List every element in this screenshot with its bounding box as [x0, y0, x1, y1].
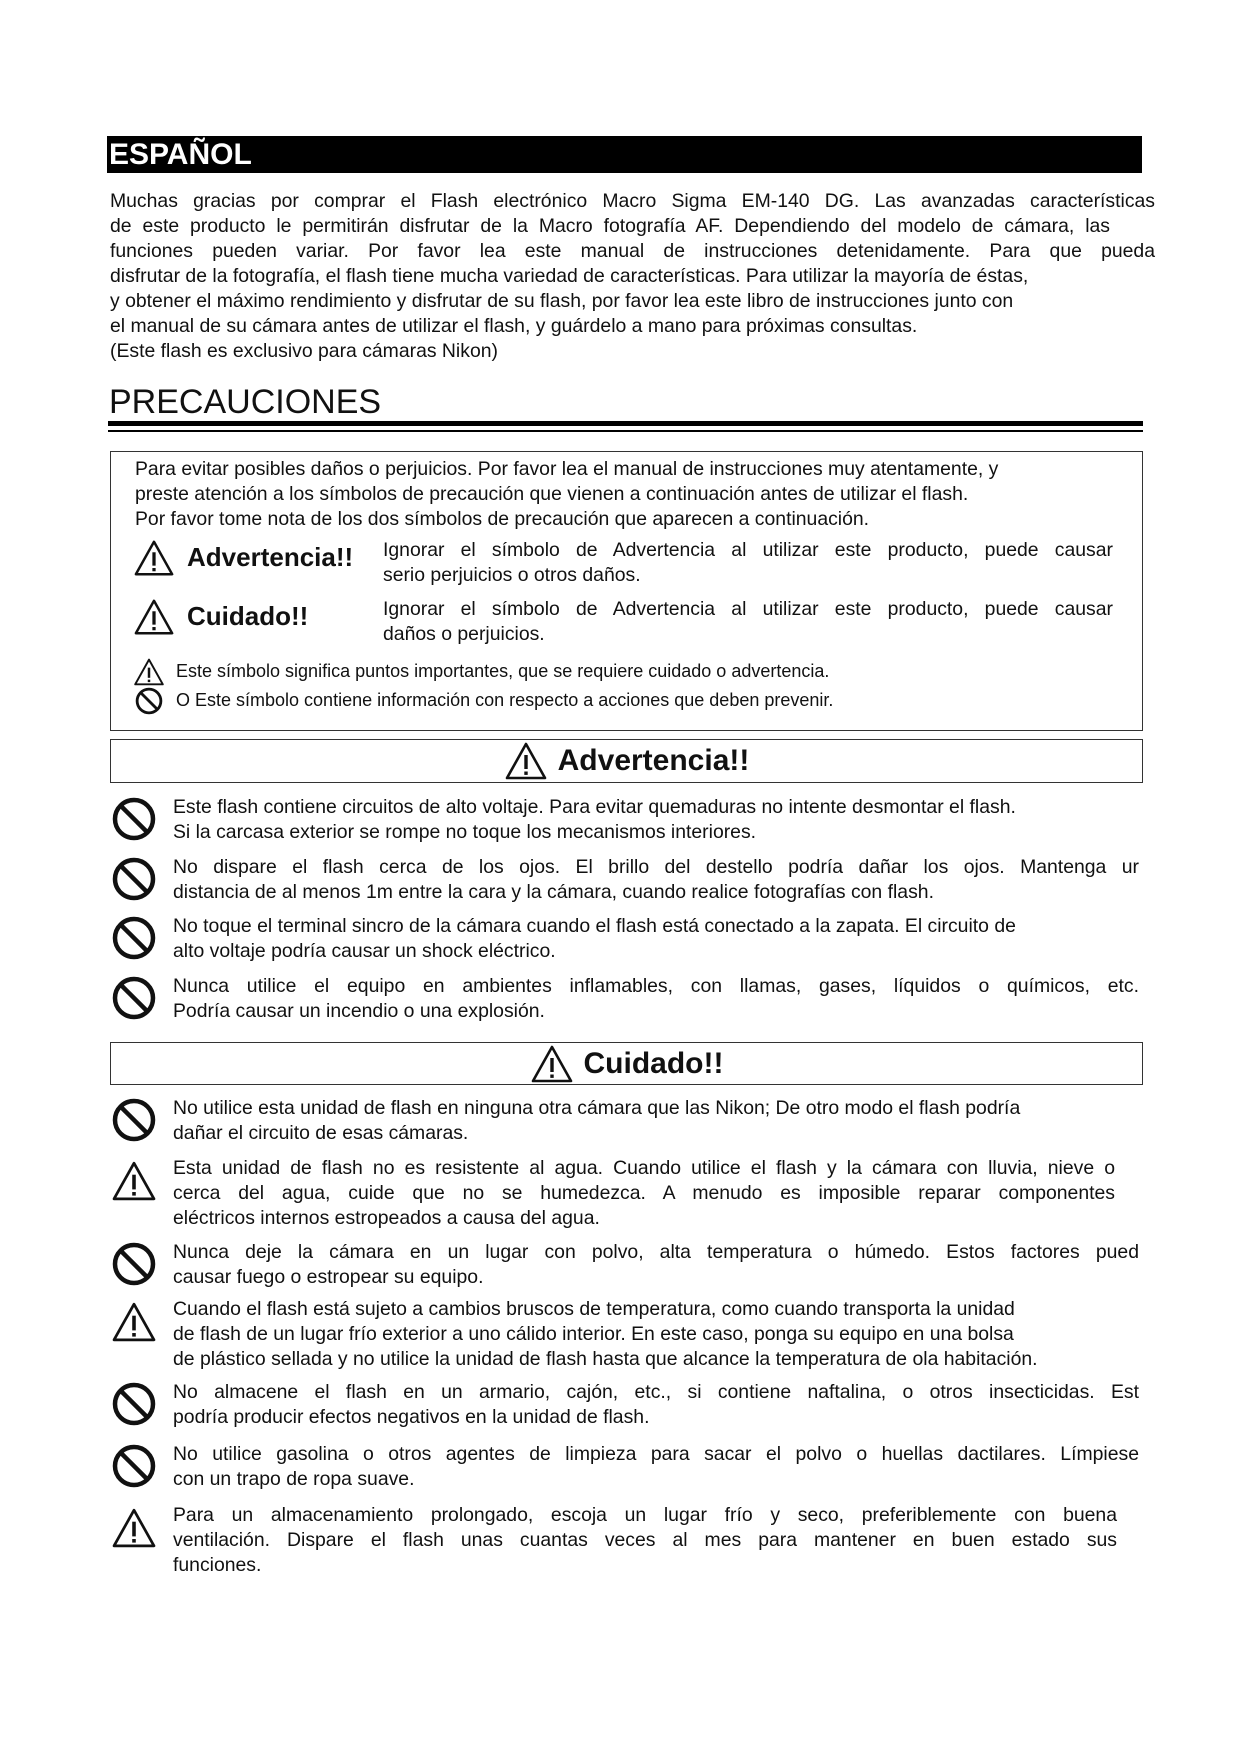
item-line: cerca del agua, cuide que no se humedezca. A menudo es imposible reparar componentes [173, 1182, 1115, 1204]
item-line: No almacene el flash en un armario, cajón, etc., si contiene naftalina, o otros insecticidas. Est [173, 1381, 1139, 1403]
warning-desc-line: serio perjuicios o otros daños. [383, 564, 641, 586]
item-line: de flash de un lugar frío exterior a uno cálido interior. En este caso, ponga su equipo en una bolsa [173, 1323, 1014, 1345]
prohibited-icon [110, 914, 158, 962]
prohibited-icon [110, 795, 158, 843]
item-line: funciones. [173, 1554, 262, 1576]
item-line: con un trapo de ropa suave. [173, 1468, 415, 1490]
item-line: Nunca deje la cámara en un lugar con polvo, alta temperatura o húmedo. Estos factores pued [173, 1241, 1139, 1263]
warning-desc-line: Ignorar el símbolo de Advertencia al utilizar este producto, puede causar [383, 539, 1113, 561]
caution-desc-line: daños o perjuicios. [383, 623, 545, 645]
symbols-intro [135, 457, 1125, 532]
prohibited-icon [110, 1442, 158, 1490]
prohibited-icon [110, 855, 158, 903]
item-line: Podría causar un incendio o una explosión. [173, 1000, 545, 1022]
caution-label: Cuidado!! [187, 601, 309, 631]
title-rule [108, 421, 1143, 426]
warning-label: Advertencia!! [187, 542, 354, 572]
warning-section-title: Advertencia!! [557, 744, 750, 777]
item-line: Nunca utilice el equipo en ambientes inflamables, con llamas, gases, líquidos o químicos, etc. [173, 975, 1139, 997]
item-line: Esta unidad de flash no es resistente al agua. Cuando utilice el flash y la cámara con lluvia, nieve o [173, 1157, 1115, 1179]
symbols-intro-line: Por favor tome nota de los dos símbolos de precaución que aparecen a continuación. [135, 508, 870, 530]
intro-paragraph [110, 189, 1155, 364]
item-line: ventilación. Dispare el flash unas cuantas veces al mes para mantener en buen estado sus [173, 1529, 1117, 1551]
caution-icon [110, 1301, 158, 1343]
symbols-intro-line: preste atención a los símbolos de precaución que vienen a continuación antes de utilizar el flash. [135, 483, 969, 505]
item-line: distancia de al menos 1m entre la cara y la cámara, cuando realice fotografías con flash. [173, 881, 934, 903]
title-rule [108, 430, 1143, 432]
caution-icon [133, 657, 165, 687]
intro-line: Muchas gracias por comprar el Flash electrónico Macro Sigma EM-140 DG. Las avanzadas características [110, 190, 1155, 212]
precautions-title: PRECAUCIONES [109, 383, 382, 421]
note-caution-text: Este símbolo significa puntos importantes, que se requiere cuidado o advertencia. [176, 661, 830, 681]
caution-desc-line: Ignorar el símbolo de Advertencia al utilizar este producto, puede causar [383, 598, 1113, 620]
caution-icon [110, 1507, 158, 1549]
caution-section-title: Cuidado!! [583, 1046, 724, 1080]
language-heading: ESPAÑOL [107, 136, 1142, 173]
caution-section-header [110, 1042, 1143, 1085]
item-line: causar fuego o estropear su equipo. [173, 1266, 484, 1288]
item-line: No utilice esta unidad de flash en ninguna otra cámara que las Nikon; De otro modo el flash podría [173, 1097, 1021, 1119]
intro-line: el manual de su cámara antes de utilizar el flash, y guárdelo a mano para próximas consultas. [110, 315, 918, 337]
intro-line: (Este flash es exclusivo para cámaras Nikon) [110, 340, 498, 362]
item-line: Este flash contiene circuitos de alto voltaje. Para evitar quemaduras no intente desmontar el flash. [173, 796, 1016, 818]
prohibited-icon [110, 1380, 158, 1428]
item-line: podría producir efectos negativos en la unidad de flash. [173, 1406, 650, 1428]
symbols-intro-line: Para evitar posibles daños o perjuicios. Por favor lea el manual de instrucciones muy atentamente, y [135, 458, 999, 480]
item-line: No toque el terminal sincro de la cámara cuando el flash está conectado a la zapata. El circuito de [173, 915, 1016, 937]
item-line: No dispare el flash cerca de los ojos. El brillo del destello podría dañar los ojos. Mantenga ur [173, 856, 1139, 878]
item-line: alto voltaje podría causar un shock eléctrico. [173, 940, 556, 962]
item-line: de plástico sellada y no utilice la unidad de flash hasta que alcance la temperatura de ola habitación. [173, 1348, 1038, 1370]
prohibited-icon [110, 1096, 158, 1144]
item-line: Si la carcasa exterior se rompe no toque los mecanismos interiores. [173, 821, 757, 843]
caution-icon [133, 538, 175, 578]
item-line: eléctricos internos estropeados a causa del agua. [173, 1207, 600, 1229]
item-line: No utilice gasolina o otros agentes de limpieza para sacar el polvo o huellas dactilares. Límpiese [173, 1443, 1139, 1465]
intro-line: disfrutar de la fotografía, el flash tiene mucha variedad de características. Para utilizar la mayoría de éstas, [110, 265, 1029, 287]
warning-section-header [110, 739, 1143, 783]
caution-icon [504, 741, 548, 781]
prohibited-icon [110, 1240, 158, 1288]
intro-line: de este producto le permitirán disfrutar de la Macro fotografía AF. Dependiendo del modelo de cámara, las [110, 215, 1110, 237]
caution-description [383, 597, 1113, 647]
symbols-explanation-box [110, 451, 1143, 731]
caution-icon [110, 1160, 158, 1202]
intro-line: y obtener el máximo rendimiento y disfrutar de su flash, por favor lea este libro de instrucciones junto con [110, 290, 1014, 312]
prohibited-icon [110, 974, 158, 1022]
item-line: Cuando el flash está sujeto a cambios bruscos de temperatura, como cuando transporta la unidad [173, 1298, 1015, 1320]
caution-icon [133, 597, 175, 637]
intro-line: funciones pueden variar. Por favor lea este manual de instrucciones detenidamente. Para que pueda [110, 240, 1155, 262]
prohibited-icon [133, 686, 165, 716]
note-prohibited-text: O Este símbolo contiene información con respecto a acciones que deben prevenir. [176, 690, 834, 710]
caution-icon [530, 1044, 574, 1084]
item-line: dañar el circuito de esas cámaras. [173, 1122, 469, 1144]
warning-description [383, 538, 1113, 588]
item-line: Para un almacenamiento prolongado, escoja un lugar frío y seco, preferiblemente con buena [173, 1504, 1117, 1526]
